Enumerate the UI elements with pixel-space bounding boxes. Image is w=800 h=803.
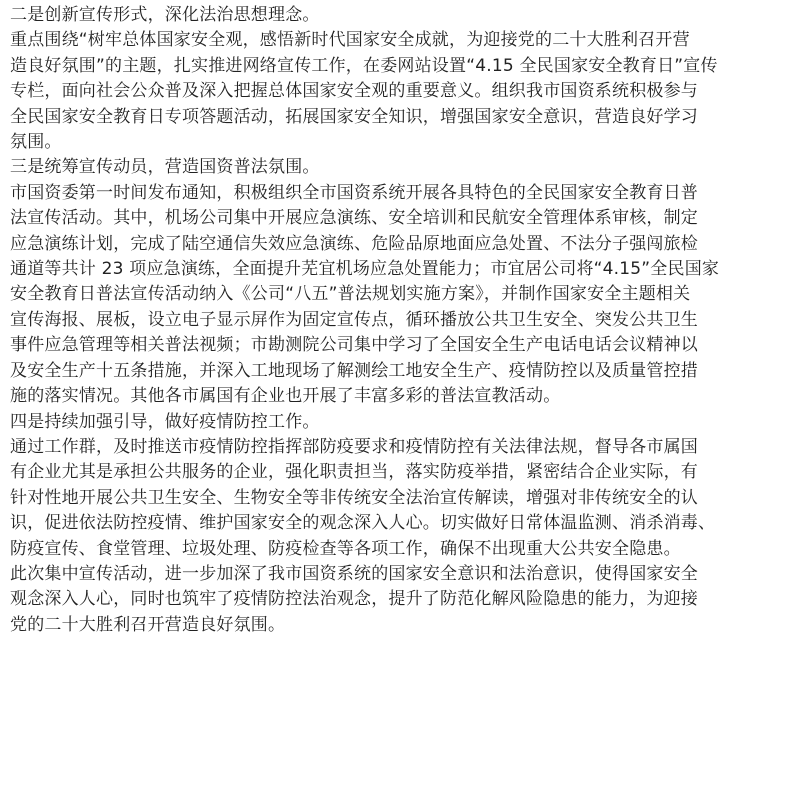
paragraph-line: 防疫宣传、食堂管理、垃圾处理、防疫检查等各项工作，确保不出现重大公共安全隐患。 bbox=[10, 538, 681, 559]
paragraph-line: 通过工作群，及时推送市疫情防控指挥部防疫要求和疫情防控有关法律法规，督导各市属国 bbox=[10, 436, 698, 457]
paragraph-line: 专栏，面向社会公众普及深入把握总体国家安全观的重要意义。组织我市国资系统积极参与 bbox=[10, 81, 698, 102]
section-heading: 三是统筹宣传动员，营造国资普法氛围。 bbox=[10, 157, 320, 178]
section-paragraph bbox=[10, 28, 790, 155]
paragraph-line: 通道等共计 23 项应急演练，全面提升芜宜机场应急处置能力；市宜居公司将“4.15”全民国家 bbox=[10, 259, 720, 280]
paragraph-line: 识，促进依法防控疫情、维护国家安全的观念深入人心。切实做好日常体温监测、消杀消毒、 bbox=[10, 513, 716, 534]
section-paragraph bbox=[10, 181, 790, 410]
paragraph-line: 观念深入人心，同时也筑牢了疫情防控法治观念，提升了防范化解风险隐患的能力，为迎接 bbox=[10, 589, 698, 610]
paragraph-line: 市国资委第一时间发布通知，积极组织全市国资系统开展各具特色的全民国家安全教育日普 bbox=[10, 182, 698, 203]
section-paragraph bbox=[10, 435, 790, 562]
paragraph-line: 重点围绕“树牢总体国家安全观，感悟新时代国家安全成就，为迎接党的二十大胜利召开营 bbox=[10, 30, 690, 51]
paragraph-line: 全民国家安全教育日专项答题活动，拓展国家安全知识，增强国家安全意识，营造良好学习 bbox=[10, 106, 698, 127]
paragraph-line: 有企业尤其是承担公共服务的企业，强化职责担当，落实防疫举措，紧密结合企业实际，有 bbox=[10, 462, 698, 483]
paragraph-line: 法宣传活动。其中，机场公司集中开展应急演练、安全培训和民航安全管理体系审核，制定 bbox=[10, 208, 698, 229]
paragraph-line: 施的落实情况。其他各市属国有企业也开展了丰富多彩的普法宣教活动。 bbox=[10, 386, 561, 407]
conclusion-paragraph bbox=[10, 562, 790, 638]
paragraph-line: 针对性地开展公共卫生安全、生物安全等非传统安全法治宣传解读，增强对非传统安全的认 bbox=[10, 487, 698, 508]
paragraph-line: 安全教育日普法宣传活动纳入《公司“八五”普法规划实施方案》，并制作国家安全主题相关 bbox=[10, 284, 691, 305]
paragraph-line: 氛围。 bbox=[10, 132, 62, 153]
paragraph-line: 及安全生产十五条措施，并深入工地现场了解测绘工地安全生产、疫情防控以及质量管控措 bbox=[10, 360, 698, 381]
paragraph-line: 造良好氛围”的主题，扎实推进网络宣传工作，在委网站设置“4.15 全民国家安全教育日”宣传 bbox=[10, 55, 718, 76]
paragraph-line: 党的二十大胜利召开营造良好氛围。 bbox=[10, 614, 286, 635]
section-heading: 二是创新宣传形式，深化法治思想理念。 bbox=[10, 5, 320, 25]
paragraph-line: 宣传海报、展板，设立电子显示屏作为固定宣传点，循环播放公共卫生安全、突发公共卫生 bbox=[10, 309, 698, 330]
section-heading: 四是持续加强引导，做好疫情防控工作。 bbox=[10, 411, 320, 432]
paragraph-line: 事件应急管理等相关普法视频；市勘测院公司集中学习了全国安全生产电话电话会议精神以 bbox=[10, 335, 698, 356]
paragraph-line: 此次集中宣传活动，进一步加深了我市国资系统的国家安全意识和法治意识，使得国家安全 bbox=[10, 563, 698, 584]
paragraph-line: 应急演练计划，完成了陆空通信失效应急演练、危险品原地面应急处置、不法分子强闯旅检 bbox=[10, 233, 698, 254]
